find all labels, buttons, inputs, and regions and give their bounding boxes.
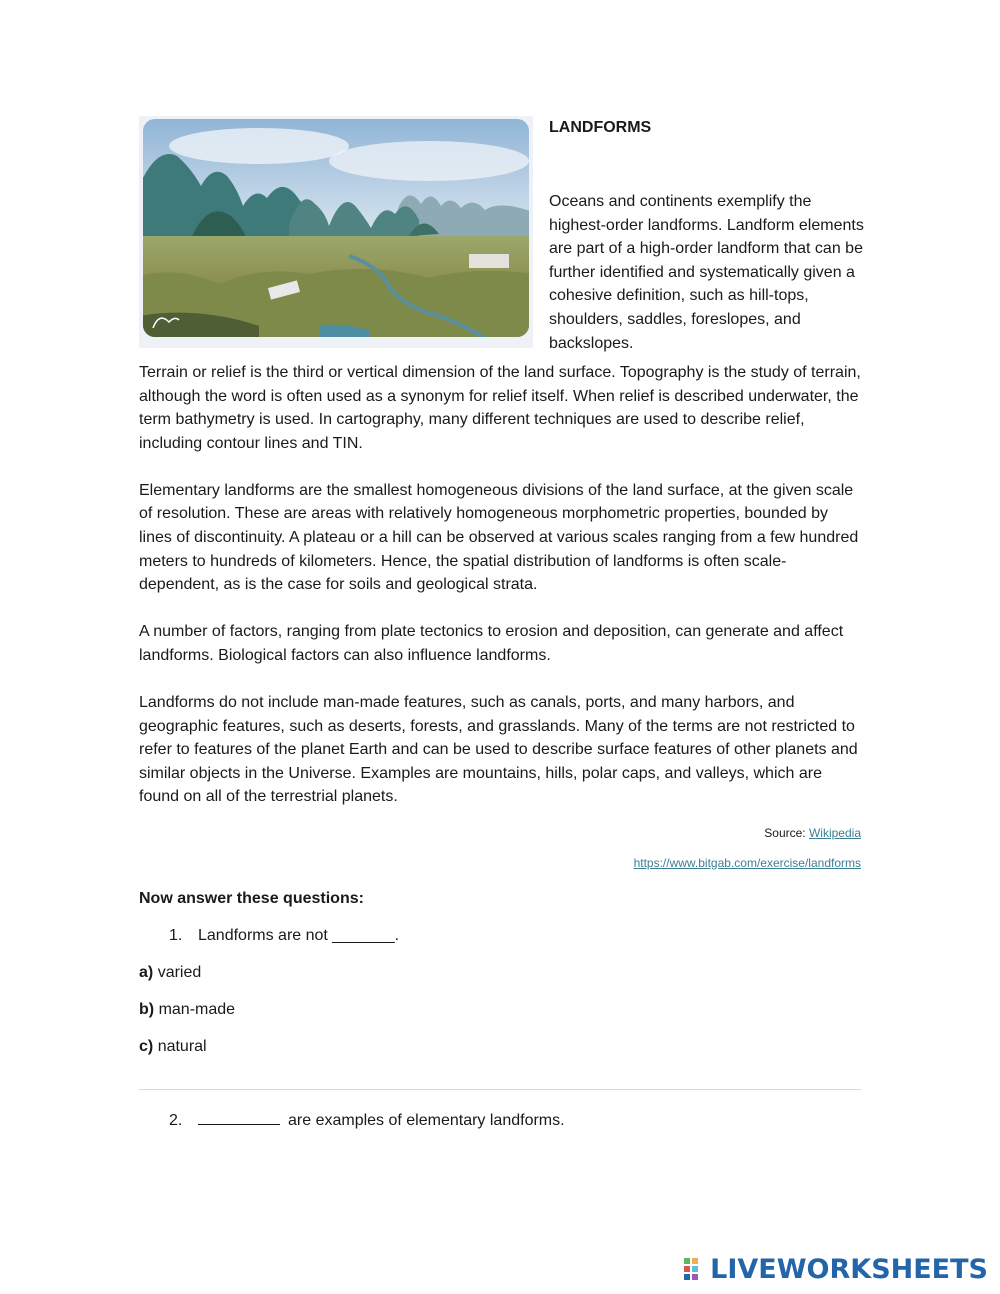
- question-2: [139, 1110, 861, 1131]
- option-c[interactable]: [139, 1037, 861, 1057]
- option-a-text: varied: [157, 963, 202, 981]
- option-b-text: man-made: [158, 1000, 236, 1018]
- source-line: [139, 825, 861, 841]
- option-c-text: natural: [157, 1037, 207, 1055]
- question-1-number: 1.: [169, 926, 183, 944]
- paragraph-terrain: Terrain or relief is the third or vertical dimension of the land surface. Topography is the study of terrain, although the word is often used as a synonym for relief itself. When relief is described underwater, the term bathymetry is used. In cartography, many different techniques are used to describe relief, including contour lines and TIN.: [139, 364, 861, 452]
- question-2-blank-field[interactable]: [198, 1110, 280, 1125]
- questions-heading: Now answer these questions:: [139, 889, 364, 907]
- question-1-text: Landforms are not _______.: [198, 926, 400, 944]
- source-label: Source:: [764, 825, 806, 840]
- intro-text: [549, 116, 869, 355]
- source-wikipedia-link[interactable]: Wikipedia: [808, 825, 861, 840]
- intro-paragraph: Oceans and continents exemplify the highest-order landforms. Landform elements are part of a high-order landform that can be further identified and systematically given a cohesive definition, such as hill-tops, shoulders, saddles, foreslopes, and backslopes.: [549, 193, 864, 352]
- option-a-letter: a): [139, 963, 154, 981]
- page-title: LANDFORMS: [549, 119, 652, 136]
- option-a[interactable]: [139, 963, 861, 983]
- logo-blocks-icon: [684, 1258, 706, 1282]
- question-2-number: 2.: [169, 1111, 183, 1129]
- logo-text: LIVEWORKSHEETS: [710, 1254, 988, 1285]
- option-b[interactable]: [139, 1000, 861, 1020]
- liveworksheets-logo: [684, 1254, 988, 1285]
- paragraph-factors: A number of factors, ranging from plate tectonics to erosion and deposition, can generate and affect landforms. Biological factors can also influence landforms.: [139, 623, 844, 664]
- landscape-photo: [139, 116, 533, 348]
- option-c-letter: c): [139, 1037, 154, 1055]
- exercise-link-line: [139, 855, 861, 871]
- question-2-text: are examples of elementary landforms.: [288, 1111, 565, 1129]
- question-divider: [139, 1089, 861, 1090]
- option-b-letter: b): [139, 1000, 155, 1018]
- question-1: [139, 926, 861, 946]
- paragraph-exclusions: Landforms do not include man-made features, such as canals, ports, and many harbors, and geographic features, such as deserts, forests, and grasslands. Many of the terms are not restricted to refer to features of the planet Earth and can be used to describe surface features of other planets and similar objects in the Universe. Examples are mountains, hills, polar caps, and valleys, which are found on all of the terrestrial planets.: [139, 694, 858, 806]
- paragraph-elementary-landforms: Elementary landforms are the smallest homogeneous divisions of the land surface, at the given scale of resolution. These are areas with relatively homogeneous morphometric properties, bounded by lines of discontinuity. A plateau or a hill can be observed at various scales ranging from a few hundred meters to hundreds of kilometers. Hence, the spatial distribution of landforms is often scale-dependent, as is the case for soils and geological strata.: [139, 481, 859, 594]
- worksheet-page: [139, 116, 864, 1131]
- exercise-link[interactable]: https://www.bitgab.com/exercise/landforms: [633, 855, 861, 870]
- karst-landscape-image: [139, 116, 533, 348]
- intro-section: [139, 116, 864, 361]
